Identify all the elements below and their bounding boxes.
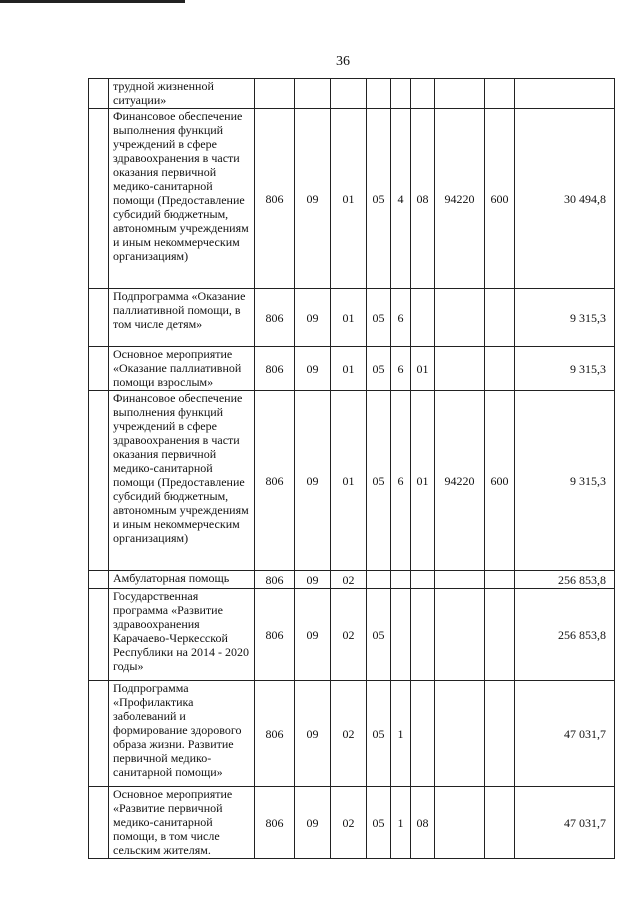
code-part-2-cell [391, 589, 411, 681]
table-row [89, 289, 615, 347]
item-name-cell: Финансовое обеспечение выполнения функций учреждений в сфере здравоохранения в части оказания первичной медико-санитарной помощи (Предоставление субсидий бюджетным, автономным учреждениям и иным некоммерческим организациям) [109, 109, 255, 289]
pr-cell: 02 [331, 571, 367, 589]
amount-cell: 9 315,3 [515, 289, 615, 347]
amount-cell: 30 494,8 [515, 109, 615, 289]
pr-cell [331, 79, 367, 109]
pr-cell: 02 [331, 681, 367, 787]
budget-table [88, 78, 615, 859]
rz-cell: 09 [295, 787, 331, 859]
vr-cell [485, 347, 515, 391]
vr-cell [485, 787, 515, 859]
item-name-cell: Подпрограмма «Профилактика заболеваний и формирование здорового образа жизни. Развитие первичной медико-санитарной помощи» [109, 681, 255, 787]
code-part-1-cell: 05 [367, 347, 391, 391]
code-part-4-cell [435, 289, 485, 347]
ved-cell: 806 [255, 589, 295, 681]
rz-cell: 09 [295, 571, 331, 589]
pr-cell: 01 [331, 289, 367, 347]
table-row [89, 79, 615, 109]
code-part-1-cell [367, 79, 391, 109]
table-row [89, 681, 615, 787]
ved-cell: 806 [255, 289, 295, 347]
code-part-3-cell [411, 589, 435, 681]
table-row [89, 571, 615, 589]
blank-cell [89, 391, 109, 571]
code-part-1-cell: 05 [367, 787, 391, 859]
page-number: 36 [336, 54, 350, 69]
item-name-cell: Амбулаторная помощь [109, 571, 255, 589]
rz-cell: 09 [295, 289, 331, 347]
ved-cell: 806 [255, 347, 295, 391]
item-name-cell: Государственная программа «Развитие здравоохранения Карачаево-Черкесской Республики на 2014 - 2020 годы» [109, 589, 255, 681]
pr-cell: 01 [331, 391, 367, 571]
code-part-2-cell: 6 [391, 391, 411, 571]
vr-cell [485, 681, 515, 787]
amount-cell [515, 79, 615, 109]
rz-cell: 09 [295, 589, 331, 681]
blank-cell [89, 79, 109, 109]
code-part-4-cell [435, 589, 485, 681]
ved-cell: 806 [255, 109, 295, 289]
table-row [89, 787, 615, 859]
code-part-3-cell: 01 [411, 391, 435, 571]
item-name-cell: Основное мероприятие «Развитие первичной медико-санитарной помощи, в том числе сельским жителям. [109, 787, 255, 859]
vr-cell: 600 [485, 109, 515, 289]
pr-cell: 01 [331, 347, 367, 391]
ved-cell [255, 79, 295, 109]
ved-cell: 806 [255, 391, 295, 571]
code-part-2-cell [391, 79, 411, 109]
code-part-1-cell: 05 [367, 289, 391, 347]
blank-cell [89, 347, 109, 391]
blank-cell [89, 109, 109, 289]
table-body [89, 79, 615, 859]
blank-cell [89, 787, 109, 859]
item-name-cell: трудной жизненной ситуации» [109, 79, 255, 109]
blank-cell [89, 589, 109, 681]
code-part-1-cell: 05 [367, 681, 391, 787]
code-part-2-cell: 6 [391, 289, 411, 347]
code-part-3-cell: 01 [411, 347, 435, 391]
amount-cell: 47 031,7 [515, 681, 615, 787]
code-part-4-cell: 94220 [435, 109, 485, 289]
code-part-3-cell [411, 289, 435, 347]
pr-cell: 01 [331, 109, 367, 289]
amount-cell: 9 315,3 [515, 391, 615, 571]
ved-cell: 806 [255, 571, 295, 589]
blank-cell [89, 681, 109, 787]
code-part-4-cell [435, 79, 485, 109]
table-row [89, 589, 615, 681]
item-name-cell: Подпрограмма «Оказание паллиативной помощи, в том числе детям» [109, 289, 255, 347]
code-part-3-cell: 08 [411, 109, 435, 289]
vr-cell [485, 289, 515, 347]
code-part-1-cell [367, 571, 391, 589]
vr-cell [485, 571, 515, 589]
code-part-2-cell: 1 [391, 681, 411, 787]
code-part-4-cell: 94220 [435, 391, 485, 571]
code-part-2-cell: 1 [391, 787, 411, 859]
amount-cell: 47 031,7 [515, 787, 615, 859]
code-part-2-cell [391, 571, 411, 589]
vr-cell [485, 589, 515, 681]
table-row [89, 109, 615, 289]
rz-cell: 09 [295, 391, 331, 571]
code-part-4-cell [435, 681, 485, 787]
vr-cell: 600 [485, 391, 515, 571]
rz-cell: 09 [295, 109, 331, 289]
code-part-4-cell [435, 347, 485, 391]
pr-cell: 02 [331, 589, 367, 681]
code-part-3-cell [411, 571, 435, 589]
code-part-3-cell: 08 [411, 787, 435, 859]
item-name-cell: Финансовое обеспечение выполнения функций учреждений в сфере здравоохранения в части оказания первичной медико-санитарной помощи (Предоставление субсидий бюджетным, автономным учреждениям и иным некоммерческим организациям) [109, 391, 255, 571]
scan-edge-line [0, 0, 185, 3]
code-part-2-cell: 4 [391, 109, 411, 289]
blank-cell [89, 571, 109, 589]
amount-cell: 9 315,3 [515, 347, 615, 391]
code-part-2-cell: 6 [391, 347, 411, 391]
rz-cell [295, 79, 331, 109]
code-part-3-cell [411, 681, 435, 787]
table-row [89, 347, 615, 391]
code-part-1-cell: 05 [367, 391, 391, 571]
amount-cell: 256 853,8 [515, 589, 615, 681]
code-part-3-cell [411, 79, 435, 109]
ved-cell: 806 [255, 681, 295, 787]
code-part-1-cell: 05 [367, 109, 391, 289]
blank-cell [89, 289, 109, 347]
code-part-4-cell [435, 571, 485, 589]
item-name-cell: Основное мероприятие «Оказание паллиативной помощи взрослым» [109, 347, 255, 391]
ved-cell: 806 [255, 787, 295, 859]
table-row [89, 391, 615, 571]
pr-cell: 02 [331, 787, 367, 859]
rz-cell: 09 [295, 347, 331, 391]
vr-cell [485, 79, 515, 109]
amount-cell: 256 853,8 [515, 571, 615, 589]
rz-cell: 09 [295, 681, 331, 787]
code-part-4-cell [435, 787, 485, 859]
code-part-1-cell: 05 [367, 589, 391, 681]
